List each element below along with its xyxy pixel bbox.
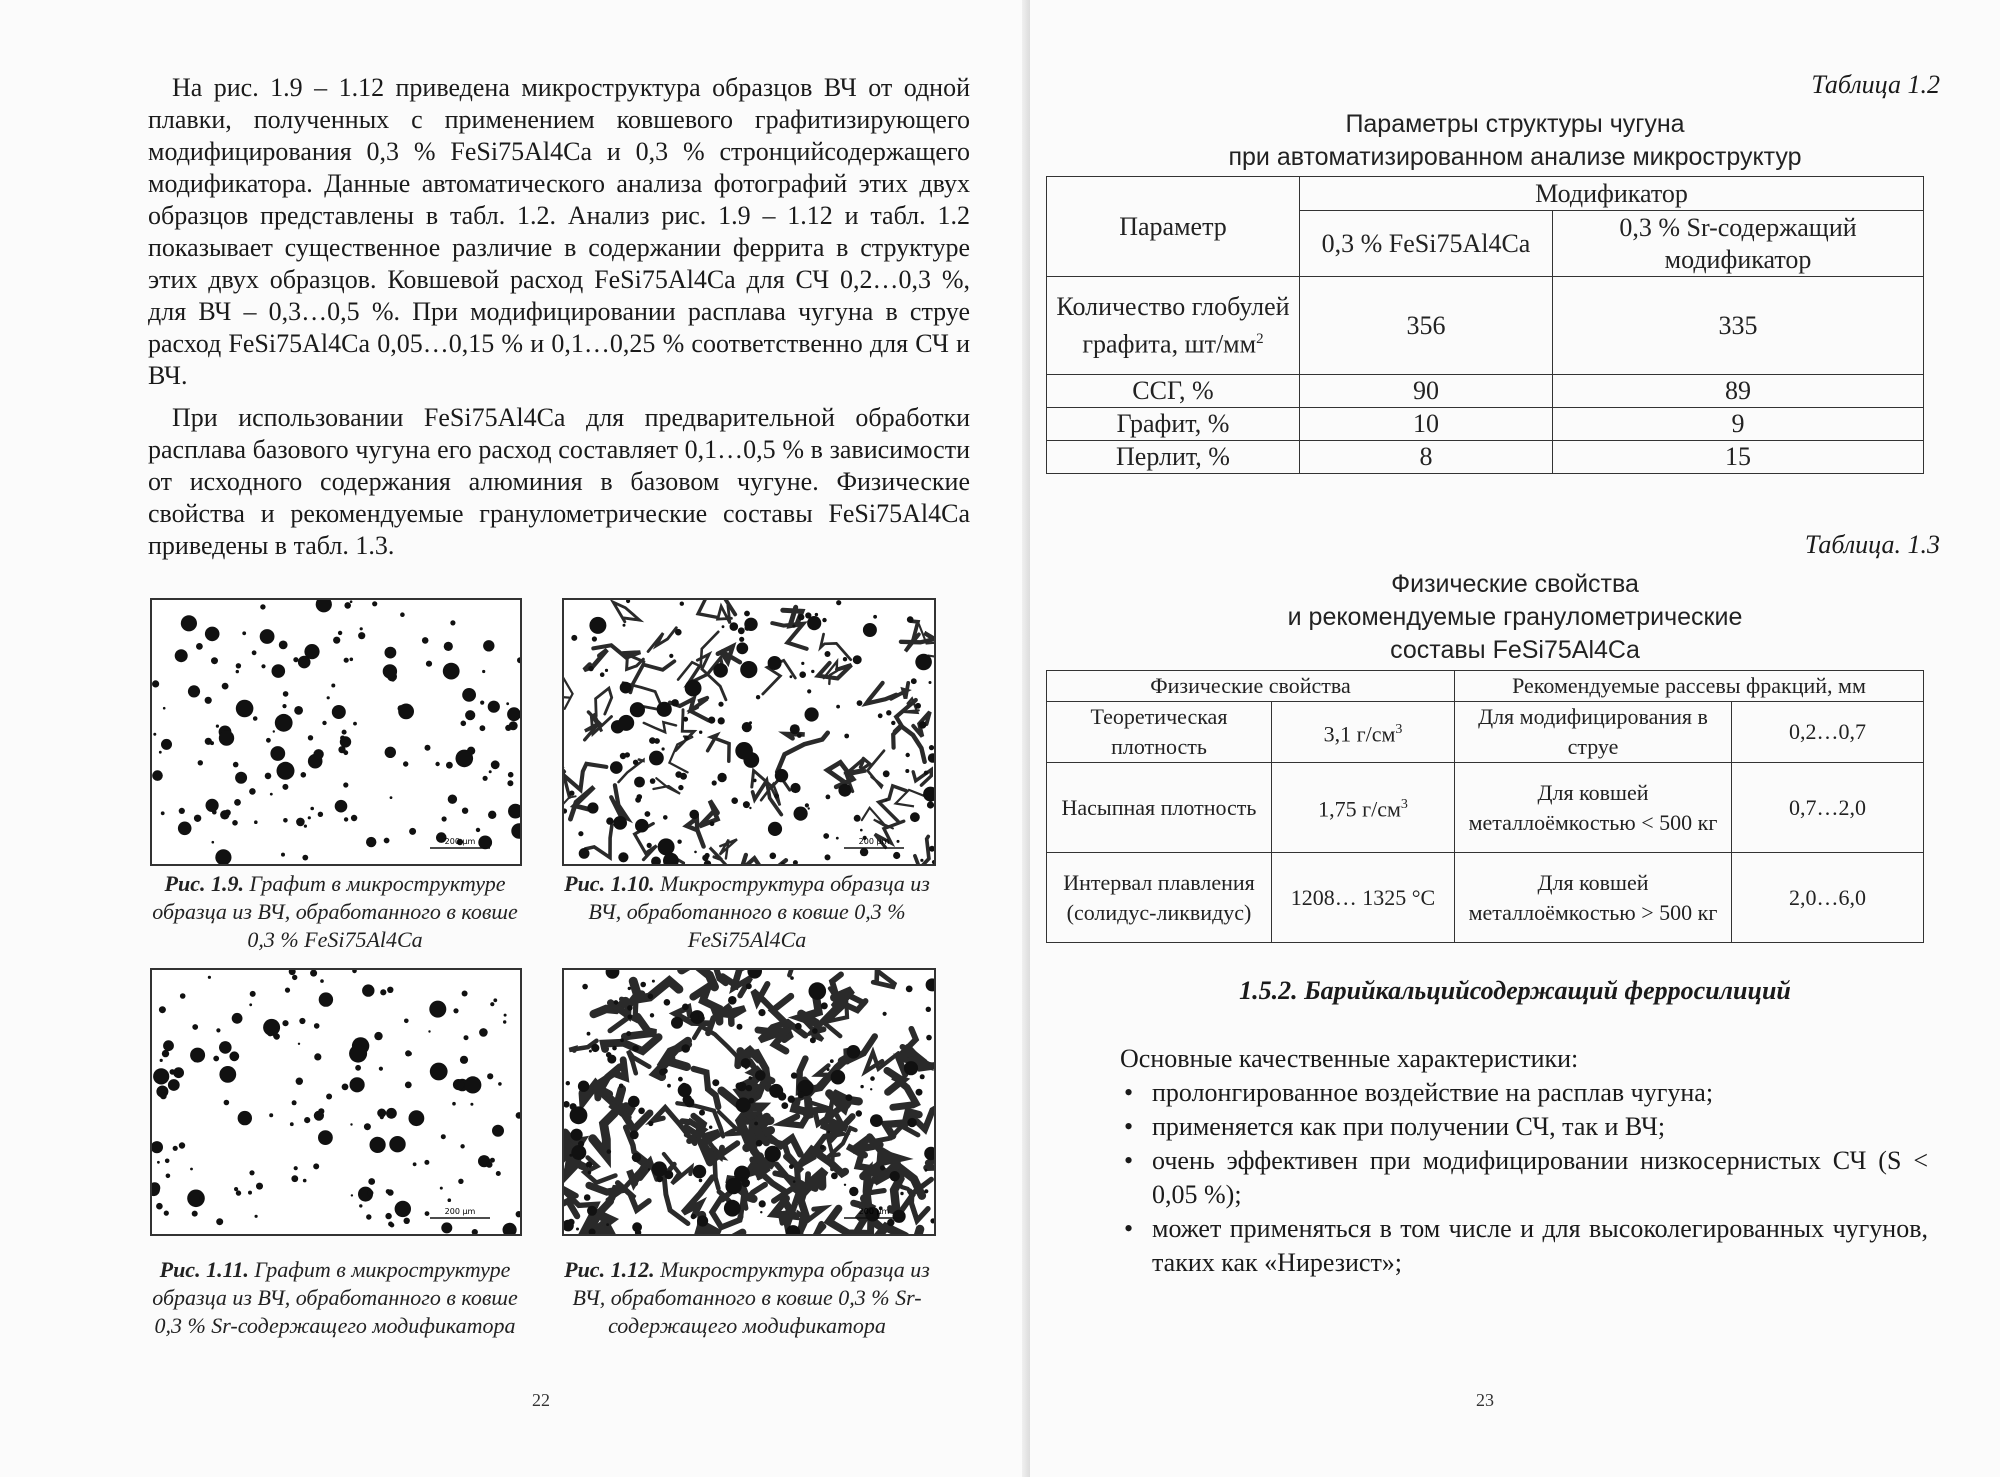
micrograph-texture bbox=[152, 600, 520, 864]
row-value-sup: 3 bbox=[1395, 721, 1403, 737]
header-props: Физические свойства bbox=[1047, 671, 1455, 702]
subheading: Основные качественные характеристики: bbox=[1120, 1044, 1579, 1073]
row-v1: 90 bbox=[1300, 375, 1553, 408]
paragraph-1: На рис. 1.9 – 1.12 приведена микроструктура образцов ВЧ от одной плавки, полученных с применением ковшевого графитизирующего модифицирования 0,3 % FeSi75Al4Ca и 0,3 % стронцийсодержащего модификатора. Данные автоматического анализа фотографий этих двух образцов представлены в табл. 1.2. Анализ рис. 1.9 – 1.12 и табл. 1.2 показывает существенное различие в содержании феррита в структуре этих двух образцов. Ковшевой расход FeSi75Al4Ca для СЧ 0,2…0,3 %, для ВЧ – 0,3…0,5 %. При модифицировании расплава чугуна в струе расход FeSi75Al4Ca 0,05…0,15 % и 0,1…0,25 % соответственно для СЧ и ВЧ. bbox=[148, 73, 970, 390]
table-1-3-title: Физические свойства и рекомендуемые гранулометрические составы FeSi75Al4Ca bbox=[1287, 570, 1743, 664]
row-prop: Теоретическая плотность bbox=[1047, 702, 1272, 763]
scale-bar-label: 200 µm bbox=[858, 837, 890, 846]
table-1-2-label: Таблица 1.2 bbox=[1811, 70, 1940, 99]
row-param: ССГ, % bbox=[1047, 375, 1300, 408]
row-param: Графит, % bbox=[1047, 408, 1300, 441]
micrograph-texture bbox=[564, 970, 934, 1234]
bullet-icon: • bbox=[1124, 1112, 1134, 1141]
row-value: 3,1 г/см bbox=[1323, 721, 1396, 747]
header-fractions: Рекомендуемые рассевы фракций, мм bbox=[1455, 671, 1924, 702]
table-row bbox=[1047, 702, 1924, 763]
table-1-3-label: Таблица. 1.3 bbox=[1804, 530, 1940, 559]
table-row bbox=[1047, 763, 1924, 853]
micrograph-texture bbox=[564, 600, 934, 864]
micrograph-texture bbox=[152, 970, 520, 1234]
header-modifier: Модификатор bbox=[1300, 177, 1924, 211]
row-range: 2,0…6,0 bbox=[1732, 853, 1924, 943]
row-range: 0,2…0,7 bbox=[1732, 702, 1924, 763]
row-param-sup: 2 bbox=[1256, 330, 1264, 347]
table-row bbox=[1047, 441, 1924, 474]
row-v2: 15 bbox=[1553, 441, 1924, 474]
table-1-2-title: Параметры структуры чугуна при автоматизированном анализе микроструктур bbox=[1228, 110, 1802, 171]
figure-1-9-caption: Рис. 1.9. Графит в микроструктуре образца из ВЧ, обработанного в ковше 0,3 % FeSi75Al4Ca bbox=[152, 871, 518, 952]
table-row bbox=[1047, 853, 1924, 943]
list-item: • пролонгированное воздействие на расплав чугуна; bbox=[1120, 1076, 1928, 1110]
row-value-sup: 3 bbox=[1400, 797, 1408, 813]
row-v1: 8 bbox=[1300, 441, 1553, 474]
figure-1-9-micrograph bbox=[150, 598, 522, 866]
figure-1-11-caption: Рис. 1.11. Графит в микроструктуре образца из ВЧ, обработанного в ковше 0,3 % Sr-содержащего модификатора bbox=[152, 1257, 518, 1338]
col-sr: 0,3 % Sr-содержащий модификатор bbox=[1553, 211, 1924, 277]
figure-1-10-caption: Рис. 1.10. Микроструктура образца из ВЧ, обработанного в ковше 0,3 % FeSi75Al4Ca bbox=[564, 871, 930, 952]
list-item: • очень эффективен при модифицировании низкосернистых СЧ (S < 0,05 %); bbox=[1124, 1146, 1928, 1209]
table-1-2 bbox=[1046, 176, 1924, 474]
row-use: Для модифицирования в струе bbox=[1455, 702, 1732, 763]
row-v1: 10 bbox=[1300, 408, 1553, 441]
header-param: Параметр bbox=[1047, 177, 1300, 277]
row-v2: 89 bbox=[1553, 375, 1924, 408]
bullet-icon: • bbox=[1124, 1146, 1134, 1175]
row-use: Для ковшей металлоёмкостью > 500 кг bbox=[1455, 853, 1732, 943]
row-param: Перлит, % bbox=[1047, 441, 1300, 474]
figure-1-11-micrograph bbox=[150, 968, 522, 1236]
row-param: Количество глобулей графита, шт/мм bbox=[1056, 291, 1290, 359]
row-value: 1208… 1325 °C bbox=[1272, 853, 1455, 943]
bullet-icon: • bbox=[1124, 1214, 1134, 1243]
row-use: Для ковшей металлоёмкостью < 500 кг bbox=[1455, 763, 1732, 853]
bullet-icon: • bbox=[1124, 1078, 1134, 1107]
row-prop: Насыпная плотность bbox=[1047, 763, 1272, 853]
row-v1: 356 bbox=[1300, 277, 1553, 375]
figure-1-10-micrograph bbox=[562, 598, 936, 866]
col-fesi: 0,3 % FeSi75Al4Ca bbox=[1300, 211, 1553, 277]
row-v2: 9 bbox=[1553, 408, 1924, 441]
row-range: 0,7…2,0 bbox=[1732, 763, 1924, 853]
figure-1-12-micrograph bbox=[562, 968, 936, 1236]
row-prop: Интервал плавления (солидус-ликвидус) bbox=[1047, 853, 1272, 943]
section-heading: 1.5.2. Барийкальцийсодержащий ферросилиций bbox=[1239, 976, 1791, 1005]
page-number-right: 23 bbox=[1476, 1390, 1494, 1410]
table-row bbox=[1047, 408, 1924, 441]
table-row bbox=[1047, 375, 1924, 408]
figure-1-12-caption: Рис. 1.12. Микроструктура образца из ВЧ, обработанного в ковше 0,3 % Sr-содержащего модификатора bbox=[564, 1257, 930, 1338]
row-v2: 335 bbox=[1553, 277, 1924, 375]
row-value: 1,75 г/см bbox=[1318, 796, 1401, 822]
paragraph-2: При использовании FeSi75Al4Ca для предварительной обработки расплава базового чугуна его расход составляет 0,1…0,5 % в зависимости от исходного содержания алюминия в базовом чугуне. Физические свойства и рекомендуемые гранулометрические составы FeSi75Al4Ca приведены в табл. 1.3. bbox=[148, 403, 970, 560]
table-row bbox=[1047, 277, 1924, 375]
scale-bar-label: 200 µm bbox=[858, 1207, 890, 1216]
table-1-3 bbox=[1046, 670, 1924, 943]
bullet-list bbox=[1120, 1076, 1928, 1280]
page-number-left: 22 bbox=[532, 1390, 550, 1410]
list-item: • может применяться в том числе и для высоколегированных чугунов, таких как «Нирезист»; bbox=[1124, 1214, 1928, 1277]
scale-bar-label: 200 µm bbox=[444, 837, 476, 846]
scale-bar-label: 200 µm bbox=[444, 1207, 476, 1216]
right-page bbox=[1030, 0, 2000, 1477]
list-item: • применяется как при получении СЧ, так и ВЧ; bbox=[1120, 1110, 1928, 1144]
